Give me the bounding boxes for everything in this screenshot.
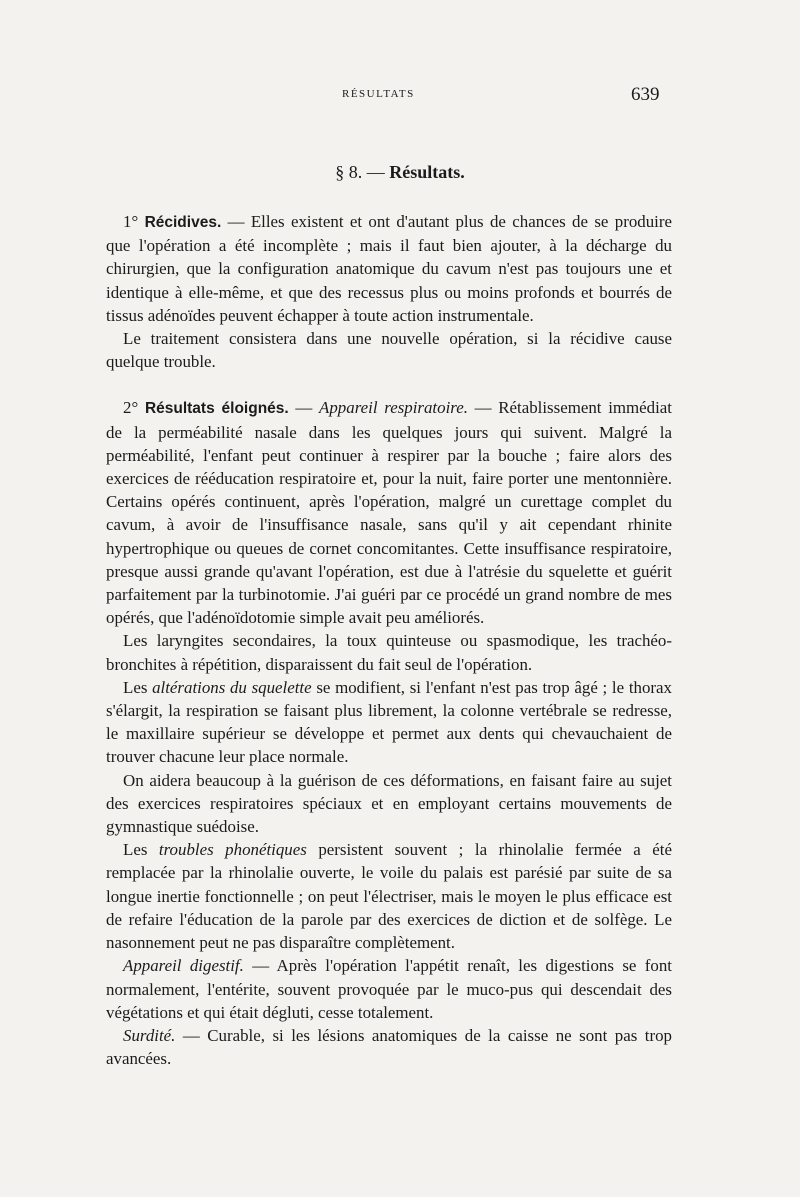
dash: — bbox=[288, 398, 320, 418]
running-title: RÉSULTATS bbox=[342, 88, 415, 100]
paragraph-laryngites bbox=[106, 629, 672, 675]
paragraph-text: — Après l'opération l'appétit renaît, les digestions se font normalement, l'entérite, souvent provoquée par le muco-pus qui descendait des végétations et qui était dégluti, cesse totalement. bbox=[106, 956, 672, 1022]
paragraph-digestif bbox=[106, 954, 672, 1024]
paragraph-recidives bbox=[106, 210, 672, 327]
italic-subheading: Surdité. bbox=[123, 1025, 176, 1045]
body-text bbox=[106, 210, 672, 1070]
paragraph-phonetiques bbox=[106, 838, 672, 954]
italic-term: troubles phonétiques bbox=[158, 840, 307, 860]
running-head bbox=[0, 84, 800, 108]
text-lead: Les bbox=[123, 840, 159, 860]
paragraph-text: Le traitement consistera dans une nouvelle opération, si la récidive cause quelque trouble. bbox=[106, 329, 672, 372]
item-number: 2° bbox=[123, 398, 145, 418]
paragraph-text: — Elles existent et ont d'autant plus de chances de se produire que l'opération a été incomplète ; mais il faut bien ajouter, à la décharge du chirurgien, que la configuration anatomique du cavum n'est pas toujours une et identique à elle-même, et que des recessus plus ou moins profonds et bourrés de tissus adénoïdes peuvent échapper à toute action instrumentale. bbox=[106, 212, 672, 325]
run-in-heading: Résultats éloignés. bbox=[144, 400, 289, 418]
paragraph-text: — Curable, si les lésions anatomiques de la caisse ne sont pas trop avancées. bbox=[106, 1025, 672, 1069]
italic-term: altérations du squelette bbox=[152, 677, 312, 697]
paragraph-text: Les laryngites secondaires, la toux quinteuse ou spasmodique, les trachéo-bronchites à répétition, disparaissent du fait seul de l'opération. bbox=[106, 631, 672, 674]
section-heading: Résultats. bbox=[389, 162, 465, 182]
run-in-heading: Récidives. bbox=[144, 214, 222, 231]
paragraph-text: On aidera beaucoup à la guérison de ces déformations, en faisant faire au sujet des exercices respiratoires spéciaux et en employant certains mouvements de gymnastique suédoise. bbox=[106, 770, 672, 837]
page-number: 639 bbox=[631, 84, 660, 105]
paragraph-resultats-eloignes bbox=[106, 396, 672, 629]
italic-subheading: Appareil respiratoire. bbox=[319, 398, 468, 418]
paragraph-traitement bbox=[106, 327, 672, 373]
section-sign: § 8. — bbox=[335, 162, 390, 182]
item-number: 1° bbox=[123, 212, 145, 231]
italic-subheading: Appareil digestif. bbox=[123, 956, 244, 976]
section-title bbox=[0, 162, 800, 183]
paragraph-text: persistent souvent ; la rhinolalie fermée a été remplacée par la rhinolalie ouverte, le voile du palais est parésié par suite de sa longue inertie fonctionnelle ; on peut l'électriser, mais le moyen le plus efficace est de refaire l'éducation de la parole par des exercices de diction et de solfège. Le nasonnement peut ne pas disparaître complètement. bbox=[106, 840, 672, 953]
text-lead: Les bbox=[123, 677, 153, 697]
paragraph-squelette bbox=[106, 676, 672, 769]
paragraph-surdite bbox=[106, 1024, 672, 1070]
paragraph-text: se modifient, si l'enfant n'est pas trop âgé ; le thorax s'élargit, la respiration se faisant plus librement, la colonne vertébrale se redresse, le maxillaire supérieur se développe et permet aux dents qui chevauchaient de trouver chacune leur place normale. bbox=[106, 677, 672, 767]
paragraph-text: — Rétablissement immédiat de la perméabilité nasale dans les quelques jours qui suivent. Malgré la perméabilité, l'enfant peut continuer à respirer par la bouche ; faire alors des exercices de rééducation respiratoire et, pour la nuit, faire porter une mentonnière. Certains opérés continuent, après l'opération, malgré un curettage complet du cavum, à avoir de l'insuffisance nasale, sans qu'il y ait cependant rhinite hypertrophique ou queues de cornet concomitantes. Cette insuffisance respiratoire, presque aussi grande qu'avant l'opération, est due à l'atrésie du squelette et guérit parfaitement par la turbinotomie. J'ai guéri par ce procédé un grand nombre de mes opérés, que l'adénoïdotomie simple avait peu améliorés. bbox=[106, 398, 672, 628]
paragraph-deformations bbox=[106, 769, 672, 839]
